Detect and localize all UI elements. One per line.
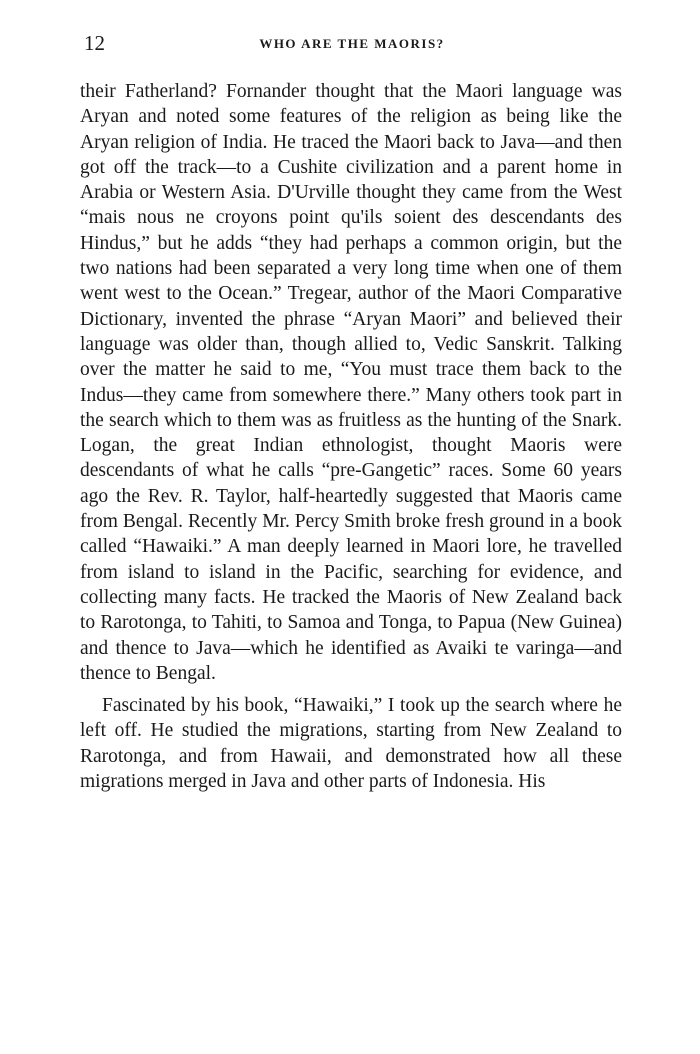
page-number: 12 (84, 31, 105, 55)
running-title: WHO ARE THE MAORIS? (259, 36, 445, 51)
paragraph: Fascinated by his book, “Hawaiki,” I took up the search where he left off. He studied the migrations, starting from New Zealand to Rarotonga, and from Hawaii, and demonstrated how all these migrations merged in Java and other parts of Indonesia. His (80, 695, 622, 793)
paragraph-continued: their Fatherland? Fornander thought that the Maori language was Aryan and noted some features of the religion as being like the Aryan religion of India. He traced the Maori back to Java—and then got off the track—to a Cushite civilization and a parent home in Arabia or Western Asia. D'Urville thought they came from the West “mais nous ne croyons point qu'ils soient des descendants des Hindus,” but he adds “they had perhaps a common origin, but the two nations had been separated a very long time when one of them went west to the Ocean.” Tregear, author of the Maori Comparative Dictionary, invented the phrase “Aryan Maori” and believed their language was older than, though allied to, Vedic Sanskrit. Talking over the matter he said to me, “You must trace them back to the Indus—they came from somewhere there.” Many others took part in the search which to them was as fruitless as the hunting of the Snark. Logan, the great Indian ethnologist, thought Maoris were descendants of what he calls “pre-Gangetic” races. Some 60 years ago the Rev. R. Taylor, half-heartedly suggested that Maoris came from Bengal. Recently Mr. Percy Smith broke fresh ground in a book called “Hawaiki.” A man deeply learned in Maori lore, he travelled from island to island in the Pacific, searching for evidence, and collecting many facts. He tracked the Maoris of New Zealand back to Rarotonga, to Tahiti, to Samoa and Tonga, to Papua (New Guinea) and thence to Java—which he identified as Avaiki te varinga—and thence to Bengal. (80, 81, 622, 684)
body-text (80, 79, 622, 794)
page-header (84, 30, 620, 60)
